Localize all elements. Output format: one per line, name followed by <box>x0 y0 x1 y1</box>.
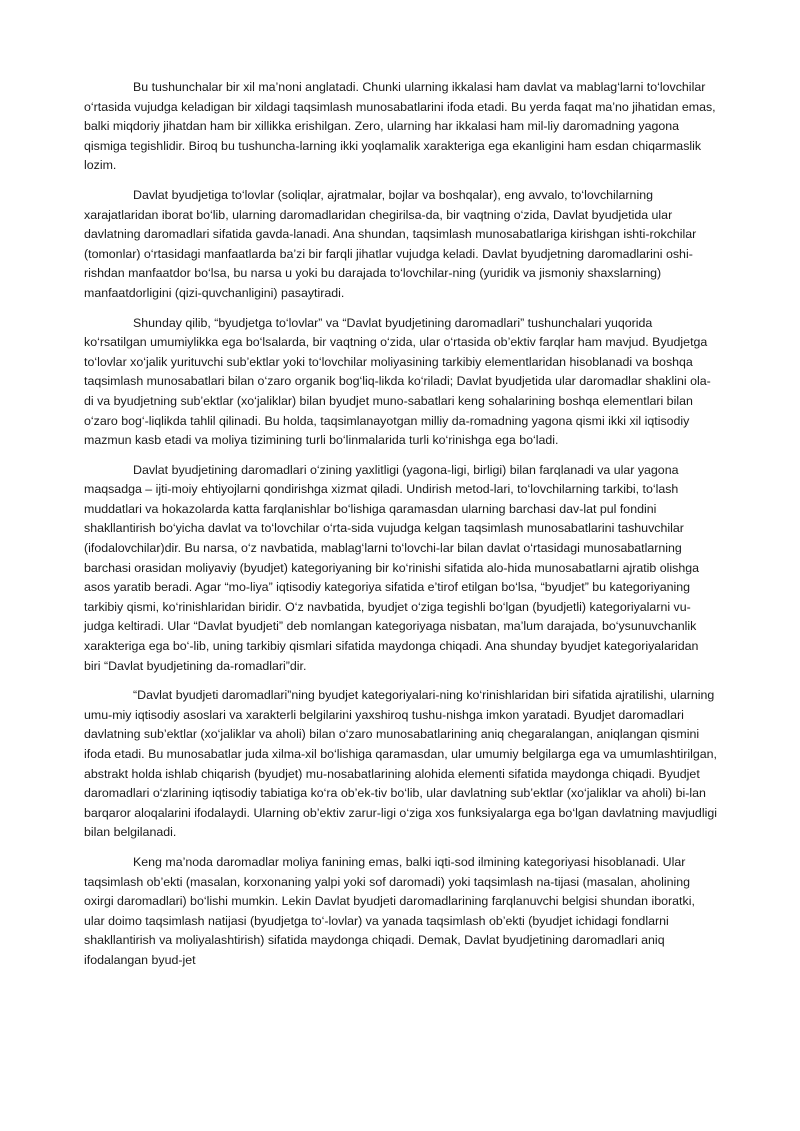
paragraph-2: Davlat byudjetiga to‘lovlar (soliqlar, ajratmalar, bojlar va boshqalar), eng avvalo, to‘lovchilarning xarajatlaridan iborat bo‘lib, ularning daromadlaridan chegirilsa-da, bir vaqtning o‘zida, Davlat byudjetida ular davlatning daromadlari sifatida gavda-lanadi. Ana shundan, taqsimlash munosabatlariga kirishgan ishti-rokchilar (tomonlar) o‘rtasidagi manfaatlarda ba’zi bir farqli jihatlar vujudga keladi. Davlat byudjetning daromadlarini oshi-rishdan manfaatdor bo‘lsa, bu narsa u yoki bu darajada to‘lovchilar-ning (yuridik va jismoniy shaxslarning) manfaatdorligini (qizi-quvchanligini) pasaytiradi. <box>84 187 697 300</box>
document-page <box>84 78 718 981</box>
paragraph-3: Shunday qilib, “byudjetga to‘lovlar” va “Davlat byudjetining daromadlari” tushunchalari yuqorida ko‘rsatilgan umumiylikka ega bo‘lsalarda, bir vaqtning o‘zida, ular o‘rtasida ob’ektiv farqlar ham mavjud. Byudjetga to‘lovlar xo‘jalik yurituvchi sub’ektlar yoki to‘lovchilar moliyasining tarkibiy elementlaridan hisoblanadi va boshqa taqsimlash munosabatlari bilan o‘zaro organik bog‘liq-likda ko‘riladi; Davlat byudjetida ular daromadlar shaklini ola-di va byudjetning sub’ektlar (xo‘jaliklar) bilan byudjet muno-sabatlari keng sohalarining boshqa elementlari bilan o‘zaro bog‘-liqlikda tahlil qilinadi. Bu holda, taqsimlanayotgan milliy da-romadning yagona qismi ikki xil iqtisodiy mazmun kasb etadi va moliya tizimining turli bo‘linmalarida turli ko‘rinishga ega bo‘ladi. <box>84 315 711 448</box>
paragraph-1: Bu tushunchalar bir xil ma’noni anglatadi. Chunki ularning ikkalasi ham davlat va mablag‘larni to‘lovchilar o‘rtasida vujudga keladigan bir xildagi taqsimlash munosabatlarini ifoda etadi. Bu yerda faqat ma’no jihatidan emas, balki miqdoriy jihatdan ham bir xillikka erishilgan. Zero, ularning har ikkalasi ham mil-liy daromadning yagona qismiga tegishlidir. Biroq bu tushuncha-larning ikki yoqlamalik xarakteriga ega ekanligini ham esdan chiqarmaslik lozim. <box>84 80 716 173</box>
paragraph-4: Davlat byudjetining daromadlari o‘zining yaxlitligi (yagona-ligi, birligi) bilan farqlanadi va ular yagona maqsadga – ijti-moiy ehtiyojlarni qondirishga xizmat qiladi. Undirish metod-lari, to‘lovchilarning tarkibi, to‘lash muddatlari va hokazolarda katta farqlanishlar bo‘lishiga qaramasdan ularning barchasi dav-lat pul fondini shakllantirish bo‘yicha davlat va to‘lovchilar o‘rta-sida vujudga kelgan taqsimlash munosabatlarini tashuvchilar (ifodalovchilar)dir. Bu narsa, o‘z navbatida, mablag‘larni to‘lovchi-lar bilan davlat o‘rtasidagi munosabatlarning barchasi orasidan moliyaviy (byudjet) kategoriyaning bir ko‘rinishi sifatida alo-hida munosabatlarni ajratib olishga asos yaratib beradi. Agar “mo-liya” iqtisodiy kategoriya sifatida e’tirof etilgan bo‘lsa, “byudjet” bu kategoriyaning tarkibiy qismi, ko‘rinishlaridan biridir. O‘z navbatida, byudjet o‘ziga tegishli bo‘lgan (byudjetli) kategoriyalarni vu-judga keltiradi. Ular “Davlat byudjeti” deb nomlangan kategoriyaga nisbatan, ma’lum darajada, bo‘ysunuvchanlik xarakteriga ega bo‘-lib, uning tarkibiy qismlari sifatida maydonga chiqadi. Ana shunday byudjet kategoriyalaridan biri “Davlat byudjetining da-romadlari”dir. <box>84 462 700 673</box>
paragraph-6: Keng ma’noda daromadlar moliya fanining emas, balki iqti-sod ilmining kategoriyasi hisoblanadi. Ular taqsimlash ob’ekti (masalan, korxonaning yalpi yoki sof daromadi) yoki taqsimlash na-tijasi (masalan, aholining oxirgi daromadlari) bo‘lishi mumkin. Lekin Davlat byudjeti daromadlarining farqlanuvchi belgisi shundan iboratki, ular doimo taqsimlash natijasi (byudjetga to‘-lovlar) va yanada taqsimlash ob’ekti (byudjet ichidagi fondlarni shakllantirish va moliyalashtirish) sifatida maydonga chiqadi. Demak, Davlat byudjetining daromadlari aniq ifodalangan byud-jet <box>84 854 695 967</box>
paragraph-5: “Davlat byudjeti daromadlari”ning byudjet kategoriyalari-ning ko‘rinishlaridan biri sifatida ajratilishi, ularning umu-miy iqtisodiy asoslari va xarakterli belgilarini yaxshiroq tushu-nishga imkon yaratadi. Byudjet daromadlari davlatning sub’ektlar (xo‘jaliklar va aholi) bilan o‘zaro munosabatlarining aniq chegaralangan, aniqlangan qismini ifoda etadi. Bu munosabatlar juda xilma-xil bo‘lishiga qaramasdan, ular umumiy belgilarga ega va umumlashtirilgan, abstrakt holda ishlab chiqarish (byudjet) mu-nosabatlarining alohida elementi sifatida maydonga chiqadi. Byudjet daromadlari o‘zlarining iqtisodiy tabiatiga ko‘ra ob’ek-tiv bo‘lib, ular davlatning sub’ektlar (xo‘jaliklar va aholi) bi-lan barqaror aloqalarini ifodalaydi. Ularning ob’ektiv zarur-ligi o‘ziga xos funksiyalarga ega bo‘lgan davlatning mavjudligi bilan belgilanadi. <box>84 688 717 840</box>
